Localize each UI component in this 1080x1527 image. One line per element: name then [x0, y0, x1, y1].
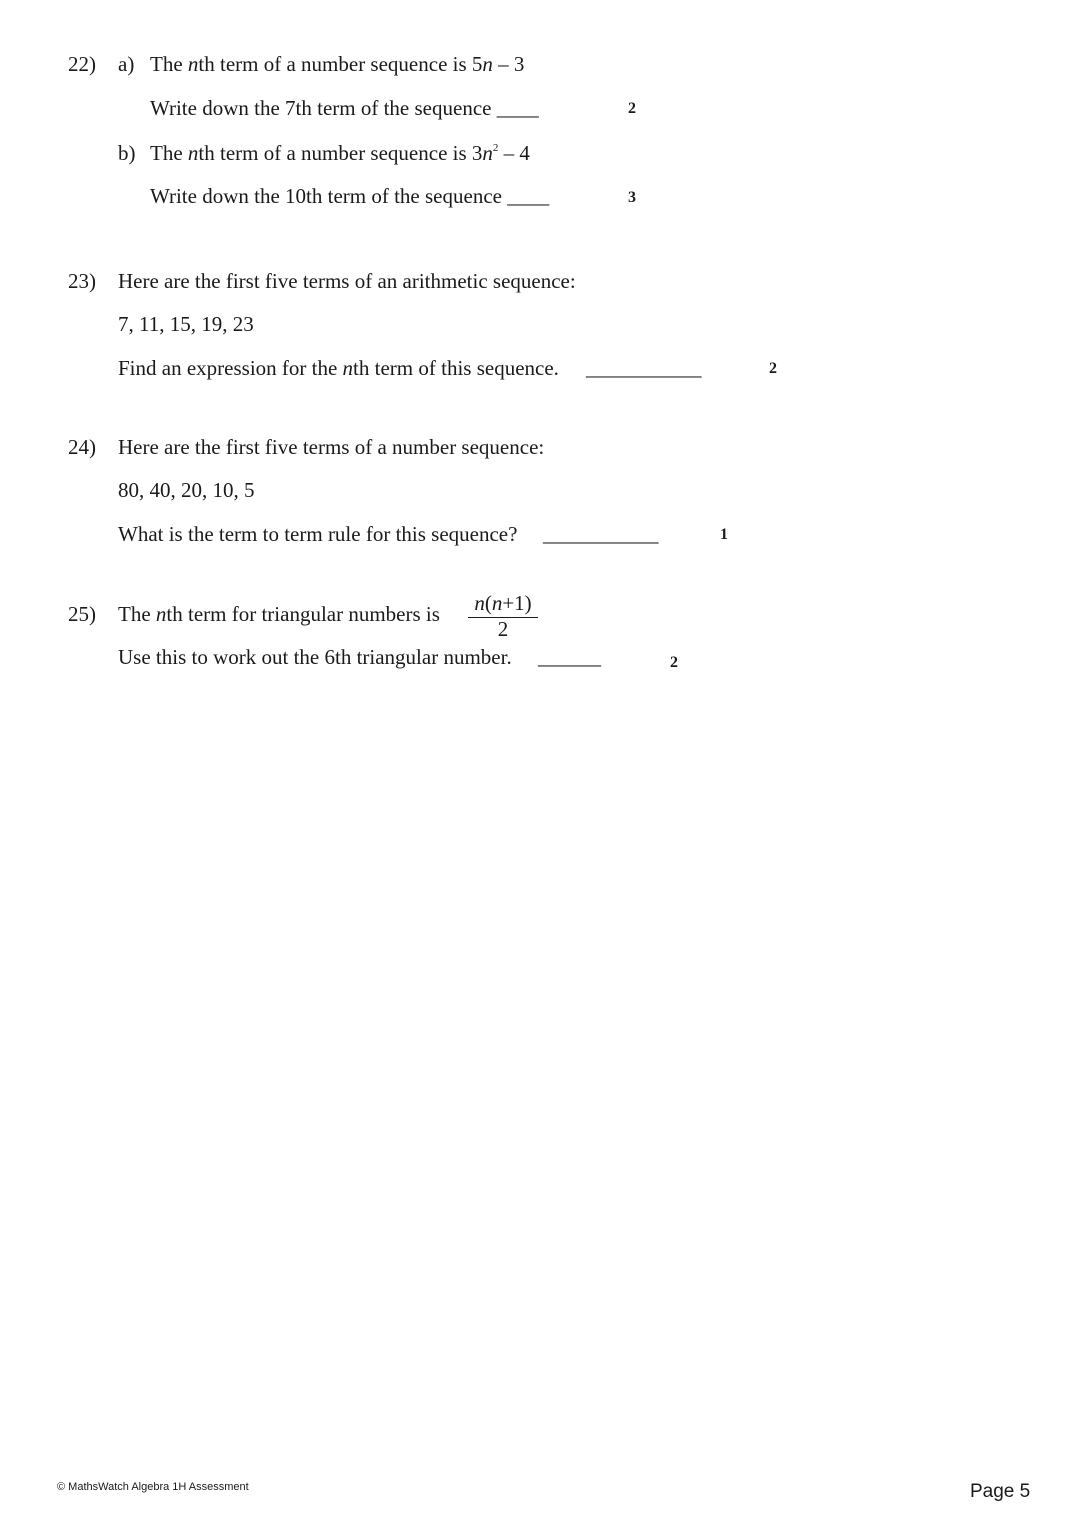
footer-page-number: Page 5 — [970, 1481, 1031, 1502]
q22a-answer-line[interactable]: ____ — [496, 96, 539, 120]
q22b-stem: The nth term of a number sequence is $3n^2 - 4$ — [150, 141, 530, 165]
q25-stem: The nth term for triangular numbers is — [118, 602, 440, 626]
q22a-marks: 2 — [628, 100, 636, 117]
q23-terms: 7, 11, 15, 19, 23 — [118, 312, 254, 336]
q22b-marks: 3 — [628, 189, 636, 206]
q25-fraction-numerator: n(n+1) — [468, 593, 538, 618]
footer-copyright: © MathsWatch Algebra 1H Assessment — [57, 1481, 249, 1493]
q23-intro: Here are the first five terms of an arithmetic sequence: — [118, 269, 576, 293]
q23-marks: 2 — [769, 360, 777, 377]
q22a-stem: The nth term of a number sequence is 5n – 3 — [150, 52, 525, 76]
q22b-task: Write down the 10th term of the sequence ____ — [150, 184, 550, 208]
q25-task: Use this to work out the 6th triangular number. — [118, 645, 512, 669]
q22-number: 22) — [68, 52, 96, 76]
q25-fraction-denominator: 2 — [497, 617, 509, 641]
q25-answer-line[interactable]: ______ — [538, 645, 601, 669]
q23-task: Find an expression for the nth term of this sequence. — [118, 356, 559, 380]
q22a-label: a) — [118, 52, 135, 76]
q25-fraction — [468, 593, 538, 640]
q24-marks: 1 — [720, 526, 728, 543]
q23-number: 23) — [68, 269, 96, 293]
q22b-label: b) — [118, 141, 136, 165]
q24-intro: Here are the first five terms of a number sequence: — [118, 435, 545, 459]
q22a-task: Write down the 7th term of the sequence ____ — [150, 96, 539, 120]
q24-number: 24) — [68, 435, 96, 459]
q24-answer-line[interactable]: ___________ — [543, 522, 659, 546]
q24-task: What is the term to term rule for this sequence? — [118, 522, 518, 546]
q22b-answer-line[interactable]: ____ — [507, 184, 550, 208]
q25-number: 25) — [68, 602, 96, 626]
q24-terms: 80, 40, 20, 10, 5 — [118, 478, 255, 502]
q23-answer-line[interactable]: ___________ — [586, 356, 702, 380]
q25-marks: 2 — [670, 654, 678, 671]
